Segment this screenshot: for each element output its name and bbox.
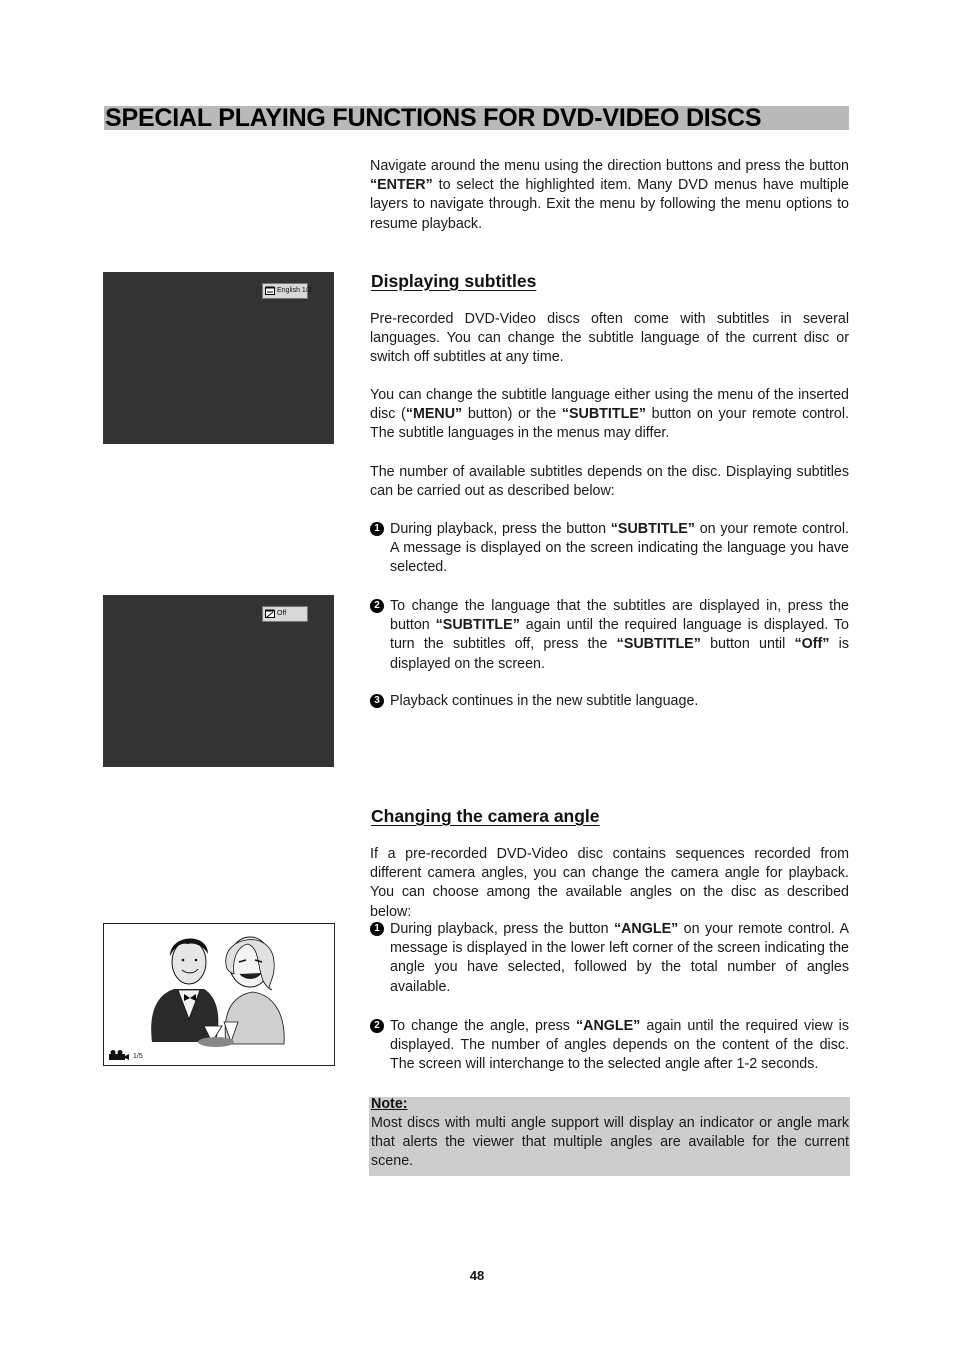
- subtitle-icon: [265, 286, 275, 296]
- note-text: Most discs with multi angle support will display an indicator or angle mark that alerts the viewer that multiple angles are available for the current scene.: [371, 1115, 849, 1170]
- subtitles-step-2: [370, 597, 849, 674]
- section-heading-subtitles: Displaying subtitles: [371, 271, 537, 291]
- tv-screen-angle: [103, 923, 335, 1066]
- section-heading-camera-angle: Changing the camera angle: [371, 806, 600, 826]
- angle-step-1: [370, 920, 849, 997]
- step-text: To change the angle, press “ANGLE” again until the required view is displayed. The number of angles depends on the content of the disc. The screen will interchange to the selected angle after 1-2 seconds.: [390, 1018, 850, 1073]
- tv-screen-subtitle-english: [103, 272, 334, 444]
- intro-paragraph: Navigate around the menu using the direction buttons and press the button “ENTER” to select the highlighted item. Many DVD menus have multiple layers to navigate through. Exit the menu by following the menu options to resume playback.: [370, 158, 849, 232]
- page-title: SPECIAL PLAYING FUNCTIONS FOR DVD-VIDEO DISCS: [105, 104, 762, 132]
- step-text: During playback, press the button “SUBTITLE” on your remote control. A message is displayed on the screen indicating the language you have selected.: [390, 521, 849, 576]
- step-number-3: 3: [370, 694, 384, 708]
- angle-step-2: [370, 1017, 849, 1075]
- subtitles-step-1: [370, 520, 849, 578]
- subtitles-paragraph-2: You can change the subtitle language either using the menu of the inserted disc (“MENU” button) or the “SUBTITLE” button on your remote control. The subtitle languages in the menus may differ.: [370, 387, 849, 442]
- osd-subtitle-off-label: Off: [277, 610, 287, 617]
- subtitles-step-3: [370, 692, 849, 711]
- step-number-1: 1: [370, 922, 384, 936]
- step-number-1: 1: [370, 522, 384, 536]
- note-title: Note:: [371, 1096, 408, 1112]
- osd-angle-indicator: 1/5: [133, 1053, 143, 1060]
- subtitles-paragraph-3: The number of available subtitles depends on the disc. Displaying subtitles can be carried out as described below:: [370, 464, 849, 500]
- osd-subtitle-off-indicator: [262, 606, 308, 622]
- camera-angle-icon: [108, 1049, 130, 1061]
- couple-illustration: [104, 924, 334, 1065]
- osd-subtitle-language: English 1/2: [277, 287, 312, 294]
- step-text: To change the language that the subtitles are displayed in, press the button “SUBTITLE” again until the required language is displayed. To turn the subtitles off, press the “SUBTITLE” button until “Off” is displayed on the screen.: [390, 598, 849, 672]
- tv-screen-subtitle-off: [103, 595, 334, 767]
- step-text: Playback continues in the new subtitle language.: [390, 693, 699, 709]
- subtitles-paragraph-1: Pre-recorded DVD-Video discs often come with subtitles in several languages. You can change the subtitle language of the current disc or switch off subtitles at any time.: [370, 311, 849, 366]
- page-number: 48: [469, 1268, 485, 1283]
- step-text: During playback, press the button “ANGLE” on your remote control. A message is displayed in the lower left corner of the screen indicating the angle you have selected, followed by the total number of angles available.: [390, 921, 849, 995]
- subtitle-off-icon: [265, 609, 275, 619]
- angle-paragraph-1: If a pre-recorded DVD-Video disc contains sequences recorded from different camera angles, you can change the camera angle for playback. You can choose among the available angles on the disc as described below:: [370, 846, 849, 920]
- osd-subtitle-indicator: [262, 283, 312, 299]
- step-number-2: 2: [370, 599, 384, 613]
- step-number-2: 2: [370, 1019, 384, 1033]
